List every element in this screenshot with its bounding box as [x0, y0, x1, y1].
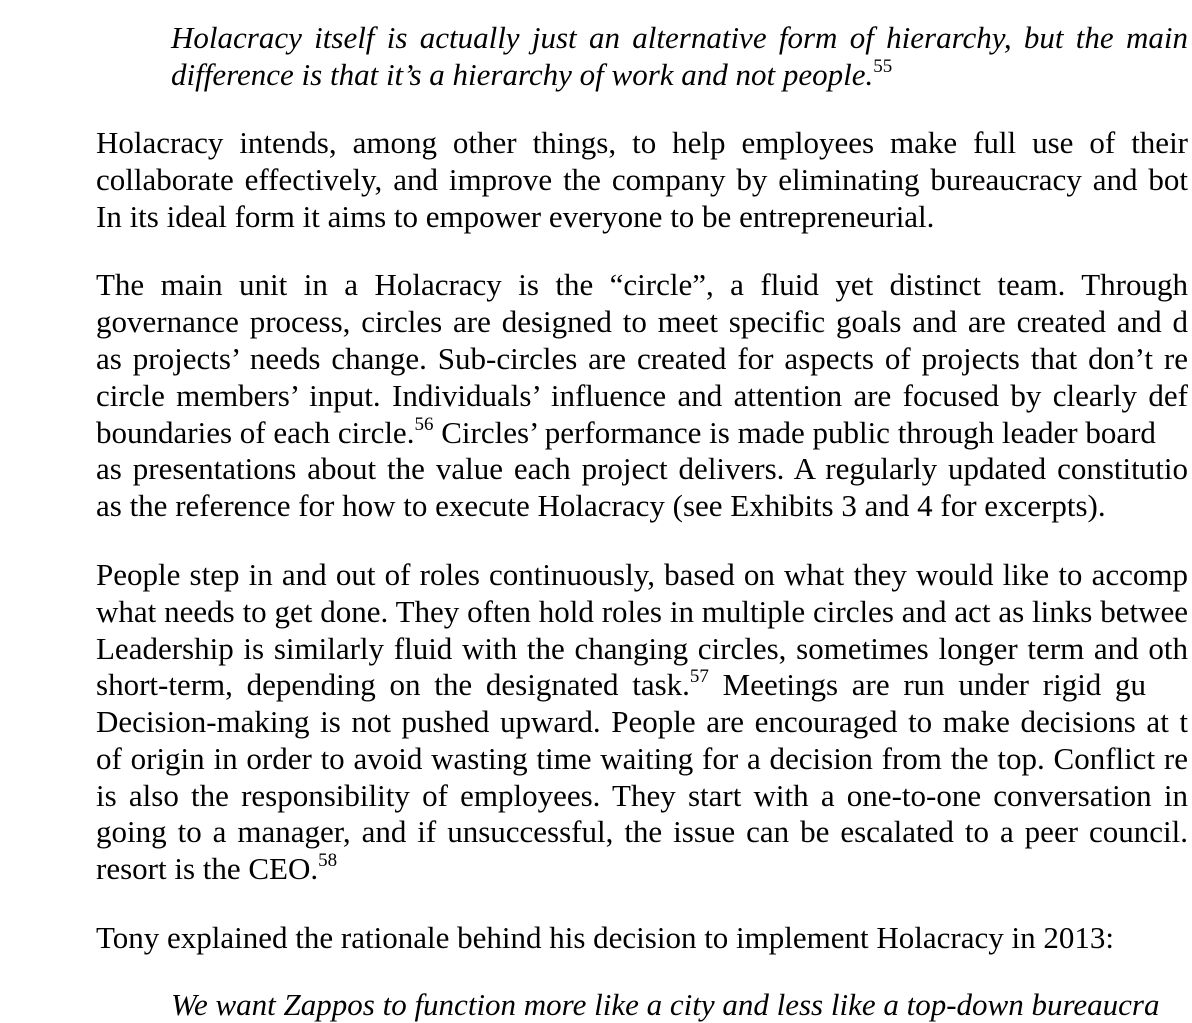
- para2-line-3: as projects’ needs change. Sub-circles are created for aspects of projects that don’t re: [96, 341, 1188, 376]
- para3-line-3: Leadership is similarly fluid with the changing circles, sometimes longer term and oth: [96, 631, 1188, 666]
- para2-line-6: as presentations about the value each project delivers. A regularly updated constitutio: [96, 451, 1188, 486]
- para2-line-5: [96, 414, 1188, 451]
- para2-line-5b: Circles’ performance is made public through leader board: [433, 415, 1156, 450]
- quote-bottom-line-1: We want Zappos to function more like a city and less like a top-down bureaucra: [171, 987, 1160, 1022]
- footnote-57: 57: [689, 665, 709, 687]
- para3-line-4: [96, 666, 1188, 703]
- para3-line-8: going to a manager, and if unsuccessful, the issue can be escalated to a peer council.: [96, 814, 1188, 849]
- quote-top-line-2-text: difference is that it’s a hierarchy of work and not people.: [171, 57, 874, 92]
- footnote-56: 56: [414, 413, 434, 435]
- para3-line-2: what needs to get done. They often hold roles in multiple circles and act as links betwee: [96, 594, 1188, 629]
- para4-line-1: Tony explained the rationale behind his decision to implement Holacracy in 2013:: [96, 920, 1114, 955]
- para3-line-5: Decision-making is not pushed upward. People are encouraged to make decisions at t: [96, 704, 1188, 739]
- para3-line-1: People step in and out of roles continuously, based on what they would like to accomp: [96, 557, 1188, 592]
- para3-line-7: is also the responsibility of employees. They start with a one-to-one conversation in: [96, 778, 1188, 813]
- para1-line-2: collaborate effectively, and improve the company by eliminating bureaucracy and bot: [96, 162, 1188, 197]
- para2-line-2: governance process, circles are designed to meet specific goals and are created and d: [96, 304, 1188, 339]
- footnote-58: 58: [318, 849, 338, 871]
- para1-line-3: In its ideal form it aims to empower everyone to be entrepreneurial.: [96, 199, 935, 234]
- para3-line-4b: Meetings are run under rigid gu: [708, 667, 1147, 702]
- para2-line-1: The main unit in a Holacracy is the “circle”, a fluid yet distinct team. Through: [96, 267, 1188, 302]
- para2-line-5a: boundaries of each circle.: [96, 415, 415, 450]
- para3-line-9: [96, 850, 1188, 887]
- para1-line-1: Holacracy intends, among other things, to help employees make full use of their: [96, 125, 1188, 160]
- para3-line-4a: short-term, depending on the designated task.: [96, 667, 690, 702]
- quote-top-line-1: Holacracy itself is actually just an alternative form of hierarchy, but the main: [171, 20, 1188, 55]
- para2-line-4: circle members’ input. Individuals’ influence and attention are focused by clearly def: [96, 378, 1188, 413]
- para2-line-7: as the reference for how to execute Holacracy (see Exhibits 3 and 4 for excerpts).: [96, 488, 1106, 523]
- para3-line-9-text: resort is the CEO.: [96, 851, 319, 886]
- para3-line-6: of origin in order to avoid wasting time waiting for a decision from the top. Conflict re: [96, 741, 1188, 776]
- quote-top-line-2: [171, 56, 1188, 93]
- footnote-55: 55: [873, 55, 893, 77]
